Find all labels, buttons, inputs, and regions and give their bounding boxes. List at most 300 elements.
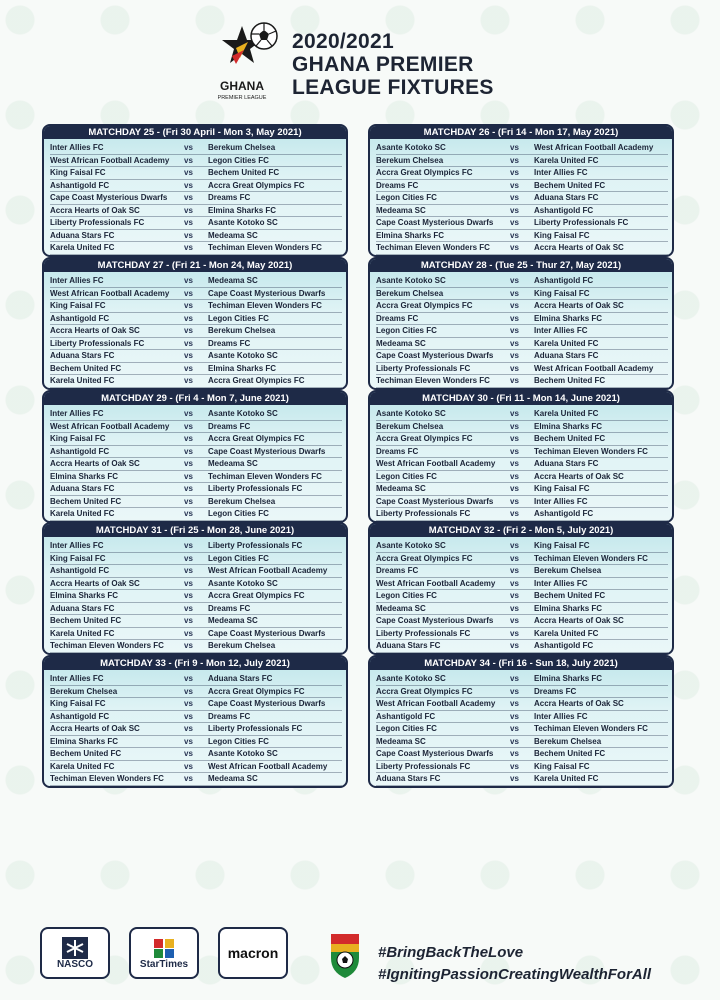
away-team: Asante Kotoko SC bbox=[208, 749, 278, 758]
away-team: Asante Kotoko SC bbox=[208, 578, 278, 588]
fixture-row bbox=[376, 275, 668, 288]
sponsor-macron bbox=[218, 927, 288, 979]
fixture-row bbox=[50, 736, 342, 749]
fixture-row bbox=[50, 686, 342, 699]
vs-label: vs bbox=[510, 313, 519, 323]
fixture-row bbox=[376, 142, 668, 155]
home-team: Bechem United FC bbox=[50, 496, 122, 506]
vs-label: vs bbox=[184, 749, 193, 758]
fixture-row bbox=[376, 338, 668, 351]
vs-label: vs bbox=[184, 338, 193, 348]
home-team: Ashantigold FC bbox=[50, 313, 110, 323]
home-team: Liberty Professionals FC bbox=[376, 363, 471, 373]
vs-label: vs bbox=[510, 301, 519, 310]
fixture-row bbox=[50, 180, 342, 193]
home-team: Inter Allies FC bbox=[50, 674, 104, 683]
fixture-row bbox=[50, 242, 342, 255]
home-team: Cape Coast Mysterious Dwarfs bbox=[376, 616, 494, 625]
home-team: Elmina Sharks FC bbox=[376, 230, 445, 240]
fixture-row bbox=[50, 192, 342, 205]
away-team: Karela United FC bbox=[534, 155, 599, 165]
away-team: Karela United FC bbox=[534, 774, 599, 783]
hashtag-1: #BringBackTheLove bbox=[378, 944, 524, 961]
vs-label: vs bbox=[184, 509, 193, 518]
vs-label: vs bbox=[510, 326, 519, 335]
home-team: Cape Coast Mysterious Dwarfs bbox=[376, 749, 494, 758]
vs-label: vs bbox=[184, 699, 193, 708]
vs-label: vs bbox=[510, 409, 519, 418]
fixture-row bbox=[376, 180, 668, 193]
title-line-3: LEAGUE FIXTURES bbox=[292, 76, 494, 99]
vs-label: vs bbox=[510, 761, 519, 771]
home-team: Techiman Eleven Wonders FC bbox=[50, 641, 164, 650]
away-team: Bechem United FC bbox=[208, 168, 280, 177]
vs-label: vs bbox=[184, 168, 193, 177]
matchday-card bbox=[368, 655, 674, 788]
fixture-row bbox=[50, 142, 342, 155]
away-team: Accra Hearts of Oak SC bbox=[534, 243, 624, 252]
matchday-card bbox=[368, 390, 674, 523]
away-team: Accra Great Olympics FC bbox=[208, 686, 305, 696]
logo-subtext: PREMIER LEAGUE bbox=[218, 95, 267, 101]
away-team: Aduana Stars FC bbox=[534, 459, 599, 468]
fixture-row bbox=[376, 350, 668, 363]
vs-label: vs bbox=[184, 363, 193, 373]
fixture-row bbox=[50, 433, 342, 446]
vs-label: vs bbox=[510, 603, 519, 613]
matchday-card bbox=[368, 124, 674, 257]
matchday-card bbox=[42, 257, 348, 390]
home-team: Berekum Chelsea bbox=[50, 686, 118, 696]
away-team: Inter Allies FC bbox=[534, 711, 588, 721]
fixture-row bbox=[376, 615, 668, 628]
vs-label: vs bbox=[510, 699, 519, 708]
vs-label: vs bbox=[184, 471, 193, 481]
vs-label: vs bbox=[510, 218, 519, 227]
vs-label: vs bbox=[184, 616, 193, 625]
vs-label: vs bbox=[510, 168, 519, 177]
title-line-1: 2020/2021 bbox=[292, 30, 394, 53]
away-team: Aduana Stars FC bbox=[534, 351, 599, 360]
fixture-row bbox=[376, 640, 668, 653]
away-team: Dreams FC bbox=[208, 711, 251, 721]
home-team: Ashantigold FC bbox=[50, 180, 110, 190]
home-team: Dreams FC bbox=[376, 313, 419, 323]
fixture-row bbox=[376, 540, 668, 553]
away-team: King Faisal FC bbox=[534, 761, 590, 771]
away-team: Cape Coast Mysterious Dwarfs bbox=[208, 288, 326, 298]
away-team: Karela United FC bbox=[534, 628, 599, 638]
startimes-icon bbox=[151, 937, 177, 959]
away-team: Legon Cities FC bbox=[208, 313, 269, 323]
away-team: Cape Coast Mysterious Dwarfs bbox=[208, 699, 326, 708]
fixture-row bbox=[376, 496, 668, 509]
vs-label: vs bbox=[184, 193, 193, 202]
home-team: Accra Hearts of Oak SC bbox=[50, 459, 140, 468]
sponsor-label: StarTimes bbox=[139, 958, 189, 970]
home-team: West African Football Academy bbox=[50, 421, 170, 431]
away-team: King Faisal FC bbox=[534, 288, 590, 298]
fixture-list bbox=[370, 537, 672, 653]
home-team: King Faisal FC bbox=[50, 553, 106, 563]
home-team: West African Football Academy bbox=[50, 155, 170, 165]
home-team: West African Football Academy bbox=[376, 459, 496, 468]
fixture-row bbox=[50, 155, 342, 168]
home-team: Asante Kotoko SC bbox=[376, 409, 446, 418]
fixture-row bbox=[376, 603, 668, 616]
away-team: Legon Cities FC bbox=[208, 509, 269, 518]
away-team: Berekum Chelsea bbox=[534, 566, 602, 575]
fixture-row bbox=[50, 603, 342, 616]
matchday-card bbox=[42, 390, 348, 523]
vs-label: vs bbox=[510, 509, 519, 518]
away-team: Dreams FC bbox=[208, 421, 251, 431]
home-team: Liberty Professionals FC bbox=[50, 338, 145, 348]
gfa-crest-icon bbox=[325, 928, 365, 980]
vs-label: vs bbox=[184, 553, 193, 563]
sponsor-nasco bbox=[40, 927, 110, 979]
sponsor-label: NASCO bbox=[56, 958, 94, 970]
away-team: Elmina Sharks FC bbox=[208, 205, 277, 215]
title-line-2: GHANA PREMIER bbox=[292, 53, 474, 76]
vs-label: vs bbox=[510, 471, 519, 481]
vs-label: vs bbox=[510, 686, 519, 696]
vs-label: vs bbox=[510, 616, 519, 625]
fixture-row bbox=[50, 205, 342, 218]
vs-label: vs bbox=[184, 724, 193, 733]
vs-label: vs bbox=[184, 326, 193, 335]
logo-text: GHANA bbox=[220, 79, 264, 93]
away-team: Asante Kotoko SC bbox=[208, 218, 278, 227]
home-team: Techiman Eleven Wonders FC bbox=[376, 376, 490, 385]
vs-label: vs bbox=[184, 313, 193, 323]
snowflake-icon bbox=[62, 937, 88, 959]
fixture-row bbox=[50, 628, 342, 641]
fixture-row bbox=[50, 711, 342, 724]
vs-label: vs bbox=[510, 711, 519, 721]
fixture-row bbox=[50, 338, 342, 351]
home-team: Aduana Stars FC bbox=[50, 603, 115, 613]
matchday-title: MATCHDAY 33 - (Fri 9 - Mon 12, July 2021) bbox=[44, 657, 346, 670]
fixture-row bbox=[376, 167, 668, 180]
away-team: Karela United FC bbox=[534, 409, 599, 418]
away-team: Berekum Chelsea bbox=[208, 143, 276, 152]
home-team: Medeama SC bbox=[376, 603, 426, 613]
home-team: West African Football Academy bbox=[50, 288, 170, 298]
home-team: Cape Coast Mysterious Dwarfs bbox=[376, 218, 494, 227]
fixture-list bbox=[44, 537, 346, 653]
away-team: Inter Allies FC bbox=[534, 496, 588, 506]
fixture-row bbox=[376, 698, 668, 711]
away-team: Berekum Chelsea bbox=[534, 736, 602, 746]
home-team: Accra Great Olympics FC bbox=[376, 686, 473, 696]
home-team: Berekum Chelsea bbox=[376, 288, 444, 298]
home-team: Bechem United FC bbox=[50, 749, 122, 758]
home-team: Cape Coast Mysterious Dwarfs bbox=[50, 193, 168, 202]
vs-label: vs bbox=[184, 155, 193, 165]
sponsor-startimes bbox=[129, 927, 199, 979]
fixture-list bbox=[44, 139, 346, 255]
vs-label: vs bbox=[510, 363, 519, 373]
home-team: Karela United FC bbox=[50, 628, 115, 638]
home-team: Ashantigold FC bbox=[50, 446, 110, 456]
matchday-title: MATCHDAY 31 - (Fri 25 - Mon 28, June 2021) bbox=[44, 524, 346, 537]
fixture-row bbox=[50, 275, 342, 288]
home-team: Accra Great Olympics FC bbox=[376, 434, 473, 443]
fixture-list bbox=[44, 670, 346, 786]
away-team: King Faisal FC bbox=[534, 541, 590, 550]
vs-label: vs bbox=[184, 496, 193, 506]
home-team: Accra Hearts of Oak SC bbox=[50, 578, 140, 588]
away-team: Accra Great Olympics FC bbox=[208, 180, 305, 190]
page-title bbox=[292, 30, 494, 99]
fixture-row bbox=[50, 458, 342, 471]
vs-label: vs bbox=[184, 459, 193, 468]
home-team: King Faisal FC bbox=[50, 168, 106, 177]
away-team: Ashantigold FC bbox=[534, 205, 594, 215]
away-team: Bechem United FC bbox=[534, 434, 606, 443]
vs-label: vs bbox=[510, 446, 519, 456]
away-team: Bechem United FC bbox=[534, 180, 606, 190]
fixture-list bbox=[370, 405, 672, 521]
fixture-row bbox=[376, 471, 668, 484]
home-team: Asante Kotoko SC bbox=[376, 674, 446, 683]
away-team: Accra Hearts of Oak SC bbox=[534, 699, 624, 708]
home-team: Dreams FC bbox=[376, 446, 419, 456]
home-team: West African Football Academy bbox=[376, 699, 496, 708]
fixture-row bbox=[50, 723, 342, 736]
vs-label: vs bbox=[510, 724, 519, 733]
away-team: Dreams FC bbox=[208, 603, 251, 613]
away-team: Accra Great Olympics FC bbox=[208, 434, 305, 443]
home-team: Medeama SC bbox=[376, 736, 426, 746]
home-team: Medeama SC bbox=[376, 205, 426, 215]
vs-label: vs bbox=[184, 674, 193, 683]
fixture-row bbox=[50, 496, 342, 509]
vs-label: vs bbox=[510, 496, 519, 506]
away-team: Elmina Sharks FC bbox=[534, 603, 603, 613]
away-team: Dreams FC bbox=[534, 686, 577, 696]
away-team: Techiman Eleven Wonders FC bbox=[534, 553, 648, 563]
fixture-row bbox=[50, 471, 342, 484]
matchday-title: MATCHDAY 30 - (Fri 11 - Mon 14, June 2021) bbox=[370, 392, 672, 405]
vs-label: vs bbox=[184, 641, 193, 650]
home-team: Bechem United FC bbox=[50, 363, 122, 373]
away-team: Techiman Eleven Wonders FC bbox=[208, 301, 322, 310]
away-team: Medeama SC bbox=[208, 616, 258, 625]
away-team: Asante Kotoko SC bbox=[208, 409, 278, 418]
vs-label: vs bbox=[184, 566, 193, 575]
away-team: Berekum Chelsea bbox=[208, 641, 276, 650]
home-team: Medeama SC bbox=[376, 484, 426, 493]
home-team: Legon Cities FC bbox=[376, 326, 437, 335]
vs-label: vs bbox=[510, 276, 519, 285]
away-team: Liberty Professionals FC bbox=[208, 484, 303, 493]
vs-label: vs bbox=[184, 686, 193, 696]
away-team: Accra Great Olympics FC bbox=[208, 591, 305, 600]
home-team: Ashantigold FC bbox=[50, 566, 110, 575]
home-team: Dreams FC bbox=[376, 566, 419, 575]
vs-label: vs bbox=[510, 288, 519, 298]
fixture-row bbox=[50, 408, 342, 421]
away-team: Elmina Sharks FC bbox=[534, 674, 603, 683]
fixture-row bbox=[376, 300, 668, 313]
fixture-row bbox=[376, 421, 668, 434]
away-team: Bechem United FC bbox=[534, 376, 606, 385]
fixture-row bbox=[376, 723, 668, 736]
home-team: Accra Great Olympics FC bbox=[376, 168, 473, 177]
fixture-row bbox=[376, 325, 668, 338]
fixture-row bbox=[376, 446, 668, 459]
fixture-row bbox=[376, 736, 668, 749]
away-team: King Faisal FC bbox=[534, 230, 590, 240]
vs-label: vs bbox=[510, 674, 519, 683]
fixture-row bbox=[50, 553, 342, 566]
vs-label: vs bbox=[510, 351, 519, 360]
home-team: Aduana Stars FC bbox=[376, 774, 441, 783]
vs-label: vs bbox=[184, 276, 193, 285]
home-team: Elmina Sharks FC bbox=[50, 736, 119, 746]
home-team: Asante Kotoko SC bbox=[376, 541, 446, 550]
away-team: Bechem United FC bbox=[534, 749, 606, 758]
home-team: Liberty Professionals FC bbox=[50, 218, 145, 227]
fixture-row bbox=[50, 446, 342, 459]
fixture-list bbox=[44, 405, 346, 521]
home-team: Aduana Stars FC bbox=[376, 641, 441, 650]
fixture-list bbox=[370, 139, 672, 255]
away-team: West African Football Academy bbox=[534, 143, 654, 152]
vs-label: vs bbox=[184, 736, 193, 746]
away-team: Techiman Eleven Wonders FC bbox=[534, 724, 648, 733]
away-team: Medeama SC bbox=[208, 459, 258, 468]
vs-label: vs bbox=[510, 553, 519, 563]
vs-label: vs bbox=[510, 628, 519, 638]
fixture-row bbox=[50, 761, 342, 774]
away-team: Cape Coast Mysterious Dwarfs bbox=[208, 446, 326, 456]
home-team: Berekum Chelsea bbox=[376, 421, 444, 431]
away-team: Dreams FC bbox=[208, 338, 251, 348]
vs-label: vs bbox=[184, 376, 193, 385]
away-team: Elmina Sharks FC bbox=[534, 313, 603, 323]
away-team: Techiman Eleven Wonders FC bbox=[208, 471, 322, 481]
vs-label: vs bbox=[510, 180, 519, 190]
fixture-list bbox=[370, 670, 672, 786]
fixture-row bbox=[376, 686, 668, 699]
fixture-row bbox=[376, 578, 668, 591]
home-team: Cape Coast Mysterious Dwarfs bbox=[376, 351, 494, 360]
vs-label: vs bbox=[510, 591, 519, 600]
header bbox=[0, 0, 720, 110]
away-team: Asante Kotoko SC bbox=[208, 351, 278, 360]
fixture-row bbox=[376, 628, 668, 641]
vs-label: vs bbox=[184, 484, 193, 493]
vs-label: vs bbox=[184, 409, 193, 418]
fixture-row bbox=[376, 242, 668, 255]
matchday-title: MATCHDAY 26 - (Fri 14 - Mon 17, May 2021) bbox=[370, 126, 672, 139]
vs-label: vs bbox=[510, 143, 519, 152]
away-team: Accra Hearts of Oak SC bbox=[534, 471, 624, 481]
away-team: Karela United FC bbox=[534, 338, 599, 348]
away-team: Berekum Chelsea bbox=[208, 496, 276, 506]
home-team: Inter Allies FC bbox=[50, 276, 104, 285]
home-team: Liberty Professionals FC bbox=[376, 628, 471, 638]
away-team: Liberty Professionals FC bbox=[534, 218, 629, 227]
fixture-row bbox=[376, 761, 668, 774]
fixture-row bbox=[50, 673, 342, 686]
home-team: Inter Allies FC bbox=[50, 143, 104, 152]
home-team: King Faisal FC bbox=[50, 434, 106, 443]
fixture-list bbox=[370, 272, 672, 388]
fixture-row bbox=[50, 540, 342, 553]
matchday-title: MATCHDAY 27 - (Fri 21 - Mon 24, May 2021) bbox=[44, 259, 346, 272]
vs-label: vs bbox=[510, 205, 519, 215]
matchday-title: MATCHDAY 32 - (Fri 2 - Mon 5, July 2021) bbox=[370, 524, 672, 537]
fixture-row bbox=[376, 433, 668, 446]
vs-label: vs bbox=[184, 421, 193, 431]
vs-label: vs bbox=[184, 230, 193, 240]
vs-label: vs bbox=[510, 338, 519, 348]
home-team: Karela United FC bbox=[50, 761, 115, 771]
gpl-logo bbox=[218, 18, 288, 102]
vs-label: vs bbox=[184, 541, 193, 550]
vs-label: vs bbox=[184, 578, 193, 588]
fixture-row bbox=[50, 773, 342, 786]
vs-label: vs bbox=[184, 301, 193, 310]
home-team: Inter Allies FC bbox=[50, 409, 104, 418]
vs-label: vs bbox=[184, 774, 193, 783]
matchday-card bbox=[42, 124, 348, 257]
fixture-row bbox=[50, 640, 342, 653]
home-team: Karela United FC bbox=[50, 509, 115, 518]
vs-label: vs bbox=[510, 484, 519, 493]
fixture-row bbox=[376, 408, 668, 421]
fixture-row bbox=[376, 483, 668, 496]
vs-label: vs bbox=[184, 351, 193, 360]
fixture-row bbox=[50, 483, 342, 496]
vs-label: vs bbox=[184, 446, 193, 456]
away-team: West African Football Academy bbox=[534, 363, 654, 373]
home-team: Accra Hearts of Oak SC bbox=[50, 724, 140, 733]
vs-label: vs bbox=[184, 143, 193, 152]
vs-label: vs bbox=[510, 434, 519, 443]
away-team: Elmina Sharks FC bbox=[208, 363, 277, 373]
fixture-row bbox=[50, 615, 342, 628]
home-team: Asante Kotoko SC bbox=[376, 143, 446, 152]
vs-label: vs bbox=[184, 761, 193, 771]
away-team: Accra Great Olympics FC bbox=[208, 376, 305, 385]
vs-label: vs bbox=[184, 711, 193, 721]
fixture-row bbox=[50, 508, 342, 521]
matchday-title: MATCHDAY 28 - (Tue 25 - Thur 27, May 2021) bbox=[370, 259, 672, 272]
home-team: King Faisal FC bbox=[50, 699, 106, 708]
away-team: Cape Coast Mysterious Dwarfs bbox=[208, 628, 326, 638]
home-team: Accra Great Olympics FC bbox=[376, 301, 473, 310]
home-team: Karela United FC bbox=[50, 243, 115, 252]
fixture-row bbox=[376, 673, 668, 686]
away-team: Accra Hearts of Oak SC bbox=[534, 616, 624, 625]
away-team: Inter Allies FC bbox=[534, 168, 588, 177]
footer bbox=[0, 920, 720, 1000]
home-team: Inter Allies FC bbox=[50, 541, 104, 550]
fixture-row bbox=[376, 313, 668, 326]
away-team: Legon Cities FC bbox=[208, 736, 269, 746]
away-team: Liberty Professionals FC bbox=[208, 724, 303, 733]
fixture-row bbox=[376, 590, 668, 603]
fixture-row bbox=[50, 217, 342, 230]
away-team: West African Football Academy bbox=[208, 566, 328, 575]
vs-label: vs bbox=[510, 641, 519, 650]
home-team: Accra Great Olympics FC bbox=[376, 553, 473, 563]
